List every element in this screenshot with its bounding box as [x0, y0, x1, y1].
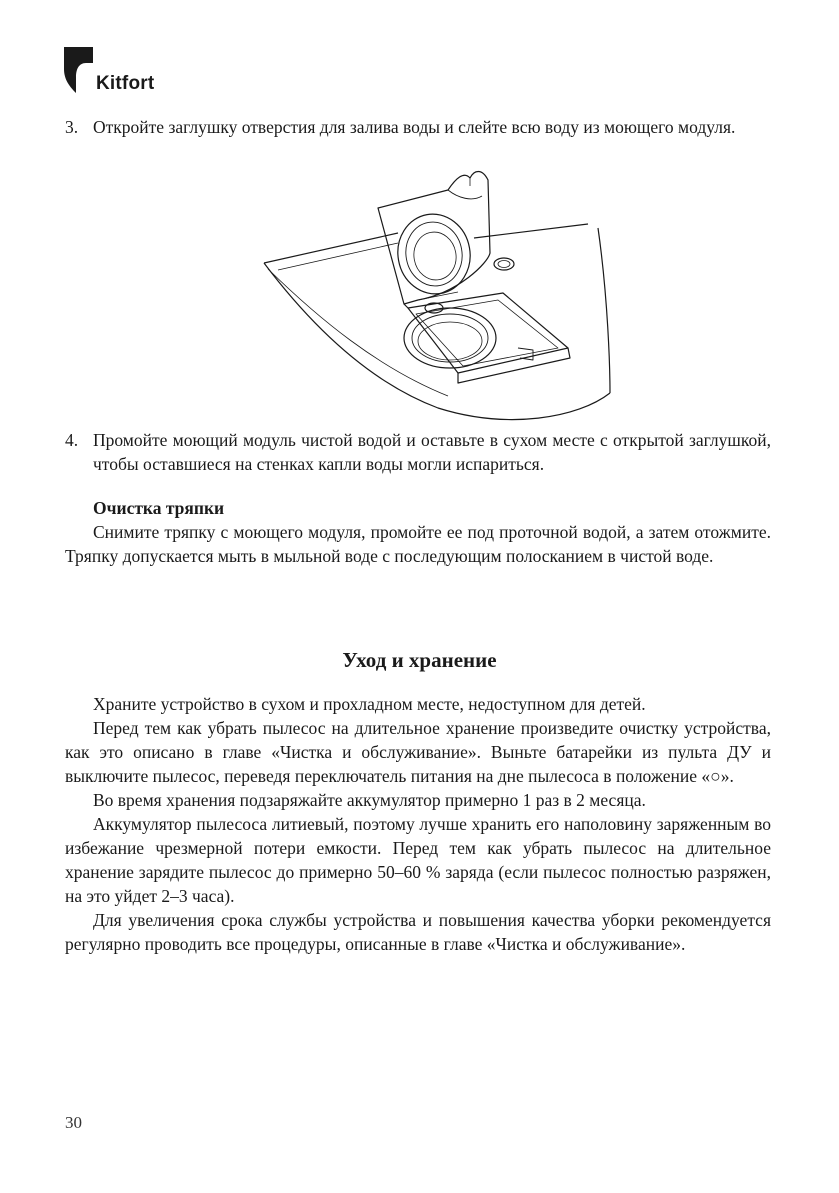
cloth-cleaning-text: Снимите тряпку с моющего модуля, промойте ее под проточной водой, а затем отожмите. Тряпку допускается мыть в мыльной воде с последующим полосканием в чистой воде.	[65, 522, 771, 566]
step-text: Промойте моющий модуль чистой водой и оставьте в сухом месте с открытой заглушкой, чтобы оставшиеся на стенках капли воды могли испариться.	[93, 430, 771, 474]
step-3	[65, 115, 771, 139]
brand-name: Kitfort	[96, 73, 155, 94]
kitfort-logo-mark-icon	[64, 47, 94, 93]
step-4	[65, 428, 771, 476]
step-number: 3.	[65, 117, 79, 137]
page-number: 30	[65, 1113, 82, 1132]
storage-paragraph: Перед тем как убрать пылесос на длительное хранение произведите очистку устройства, как это описано в главе «Чистка и обслуживание». Выньте батарейки из пульта ДУ и выключите пылесос, переведя переключатель питания на дне пылесоса в положение «○».	[65, 718, 771, 786]
cloth-cleaning-heading: Очистка тряпки	[93, 498, 225, 518]
section-title: Уход и хранение	[342, 648, 497, 672]
storage-section	[65, 692, 771, 956]
water-tank-cap-open-illustration	[258, 168, 612, 433]
storage-paragraph: Для увеличения срока службы устройства и повышения качества уборки рекомендуется регулярно проводить все процедуры, описанные в главе «Чистка и обслуживание».	[65, 910, 771, 954]
storage-paragraph: Храните устройство в сухом и прохладном месте, недоступном для детей.	[93, 694, 646, 714]
step-number: 4.	[65, 430, 79, 450]
cloth-cleaning-section	[65, 496, 771, 568]
step-text: Откройте заглушку отверстия для залива воды и слейте всю воду из моющего модуля.	[93, 117, 736, 137]
storage-paragraph: Аккумулятор пылесоса литиевый, поэтому лучше хранить его наполовину заряженным во избежание чрезмерной потери емкости. Перед тем как убрать пылесос на длительное хранение зарядите пылесос до примерно 50–60 % заряда (если пылесос полностью разряжен, на это уйдет 2–3 часа).	[65, 814, 771, 906]
kitfort-logo	[64, 47, 174, 97]
storage-paragraph: Во время хранения подзаряжайте аккумулятор примерно 1 раз в 2 месяца.	[93, 790, 646, 810]
